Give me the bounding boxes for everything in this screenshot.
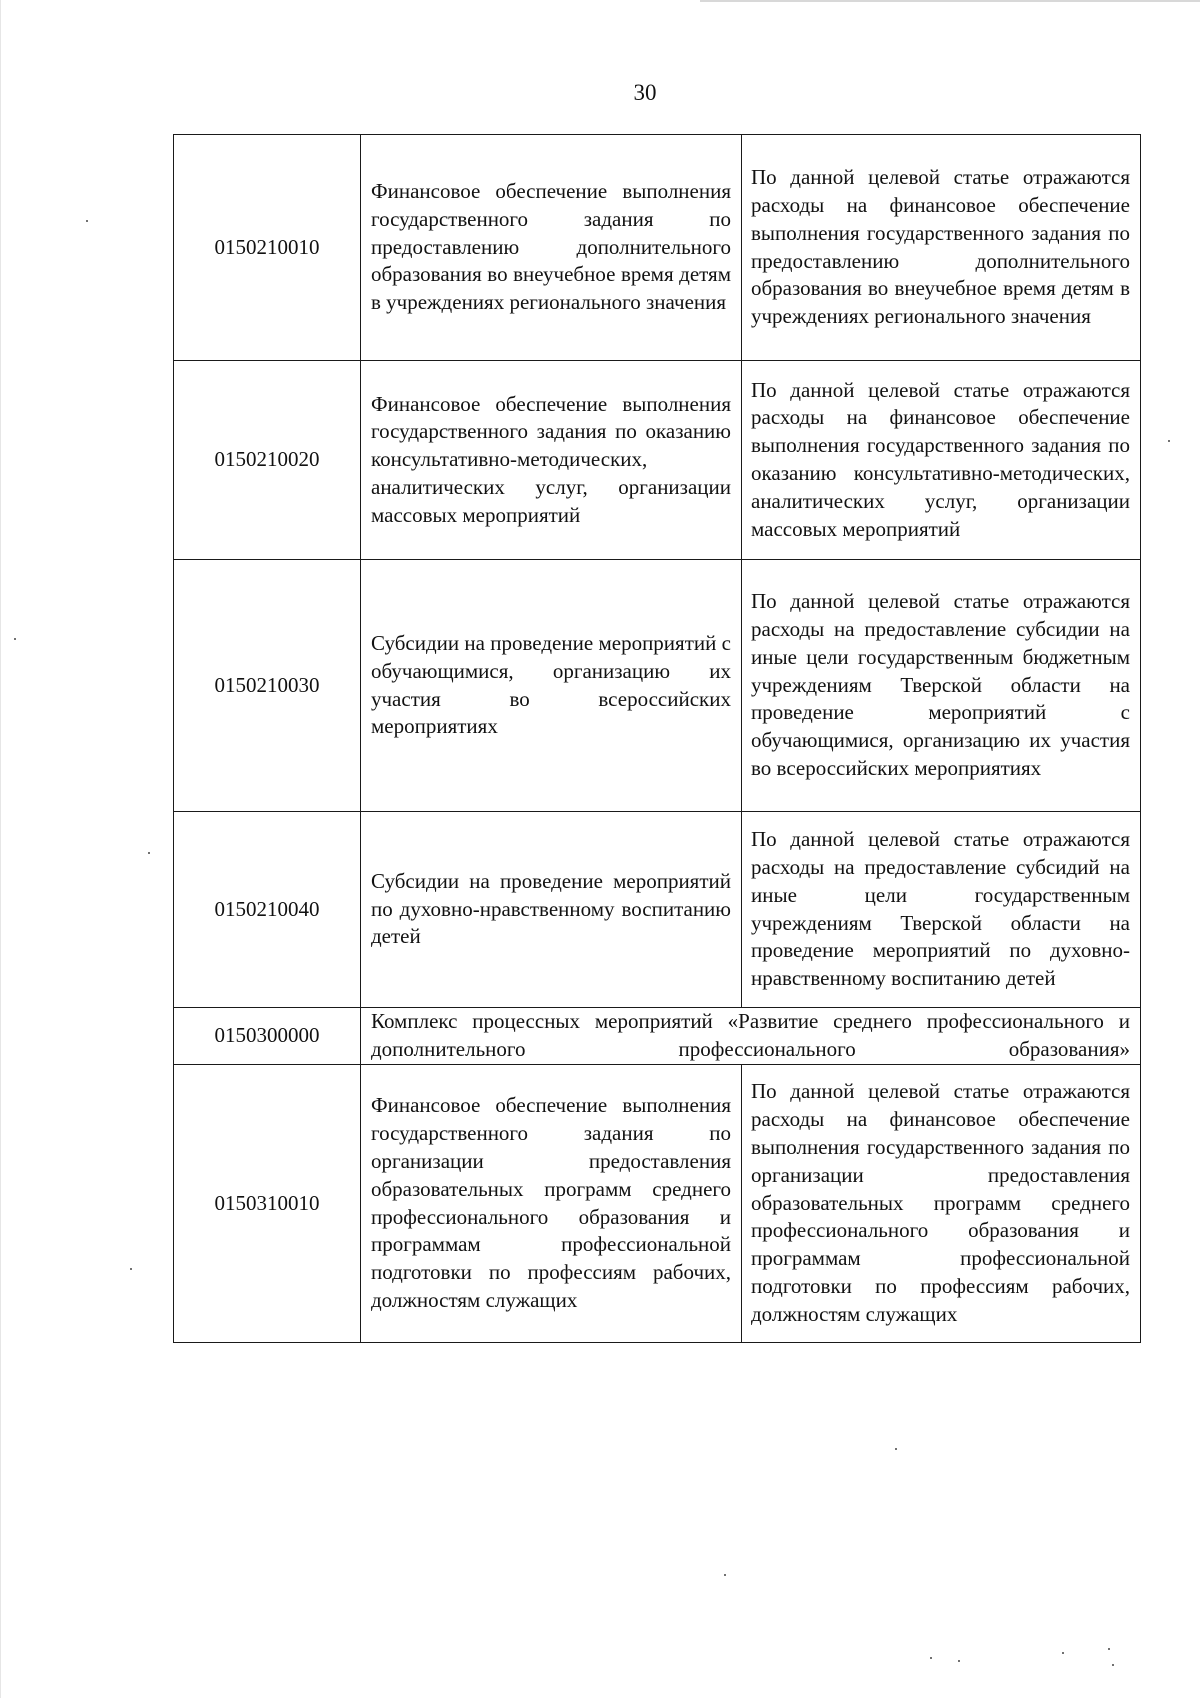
article-name: Финансовое обеспечение выполнения государственного задания по организации предоставления образовательных программ среднего профессионального образования и программам профессиональной подготовки по профессиям рабочих, должностям служащих (361, 1065, 742, 1343)
table-row (174, 560, 1141, 812)
scan-speck (86, 220, 88, 222)
article-code: 0150300000 (174, 1008, 361, 1065)
table-row (174, 135, 1141, 361)
article-code: 0150210040 (174, 812, 361, 1008)
table-row (174, 1065, 1141, 1343)
scan-speck (1168, 440, 1170, 442)
article-code: 0150310010 (174, 1065, 361, 1343)
article-name: Субсидии на проведение мероприятий с обучающимися, организацию их участия во всероссийских мероприятиях (361, 560, 742, 812)
scan-speck (895, 1448, 897, 1450)
scan-speck (130, 1268, 132, 1270)
scan-speck (1112, 1664, 1114, 1666)
table-row (174, 361, 1141, 560)
scan-speck (958, 1660, 960, 1662)
scan-top-edge (700, 0, 1200, 2)
table-row (174, 812, 1141, 1008)
table-row-section (174, 1008, 1141, 1065)
article-code: 0150210020 (174, 361, 361, 560)
article-code: 0150210030 (174, 560, 361, 812)
article-code: 0150210010 (174, 135, 361, 361)
article-name: Субсидии на проведение мероприятий по духовно-нравственному воспитанию детей (361, 812, 742, 1008)
page-number: 30 (633, 80, 657, 105)
scan-speck (14, 638, 16, 640)
scan-left-edge (0, 0, 1, 1698)
scan-speck (724, 1574, 726, 1576)
scan-speck (1062, 1652, 1064, 1654)
article-description: По данной целевой статье отражаются расходы на финансовое обеспечение выполнения государственного задания по предоставлению дополнительного образования во внеучебное время детям в учреждениях регионального значения (742, 135, 1141, 361)
article-name: Финансовое обеспечение выполнения государственного задания по предоставлению дополнительного образования во внеучебное время детям в учреждениях регионального значения (361, 135, 742, 361)
article-description: По данной целевой статье отражаются расходы на предоставление субсидий на иные цели государственным учреждениям Тверской области на проведение мероприятий по духовно-нравственному воспитанию детей (742, 812, 1141, 1008)
scan-speck (1108, 1648, 1110, 1650)
scan-speck (930, 1657, 932, 1659)
target-articles-table (173, 134, 1141, 1343)
section-title: Комплекс процессных мероприятий «Развитие среднего профессионального и дополнительного профессионального образования» (361, 1008, 1141, 1065)
article-description: По данной целевой статье отражаются расходы на финансовое обеспечение выполнения государственного задания по оказанию консультативно-методических, аналитических услуг, организации массовых мероприятий (742, 361, 1141, 560)
article-description: По данной целевой статье отражаются расходы на предоставление субсидии на иные цели государственным бюджетным учреждениям Тверской области на проведение мероприятий с обучающимися, организацию их участия во всероссийских мероприятиях (742, 560, 1141, 812)
scan-speck (148, 852, 150, 854)
article-name: Финансовое обеспечение выполнения государственного задания по оказанию консультативно-методических, аналитических услуг, организации массовых мероприятий (361, 361, 742, 560)
article-description: По данной целевой статье отражаются расходы на финансовое обеспечение выполнения государственного задания по организации предоставления образовательных программ среднего профессионального образования и программам профессиональной подготовки по профессиям рабочих, должностям служащих (742, 1065, 1141, 1343)
